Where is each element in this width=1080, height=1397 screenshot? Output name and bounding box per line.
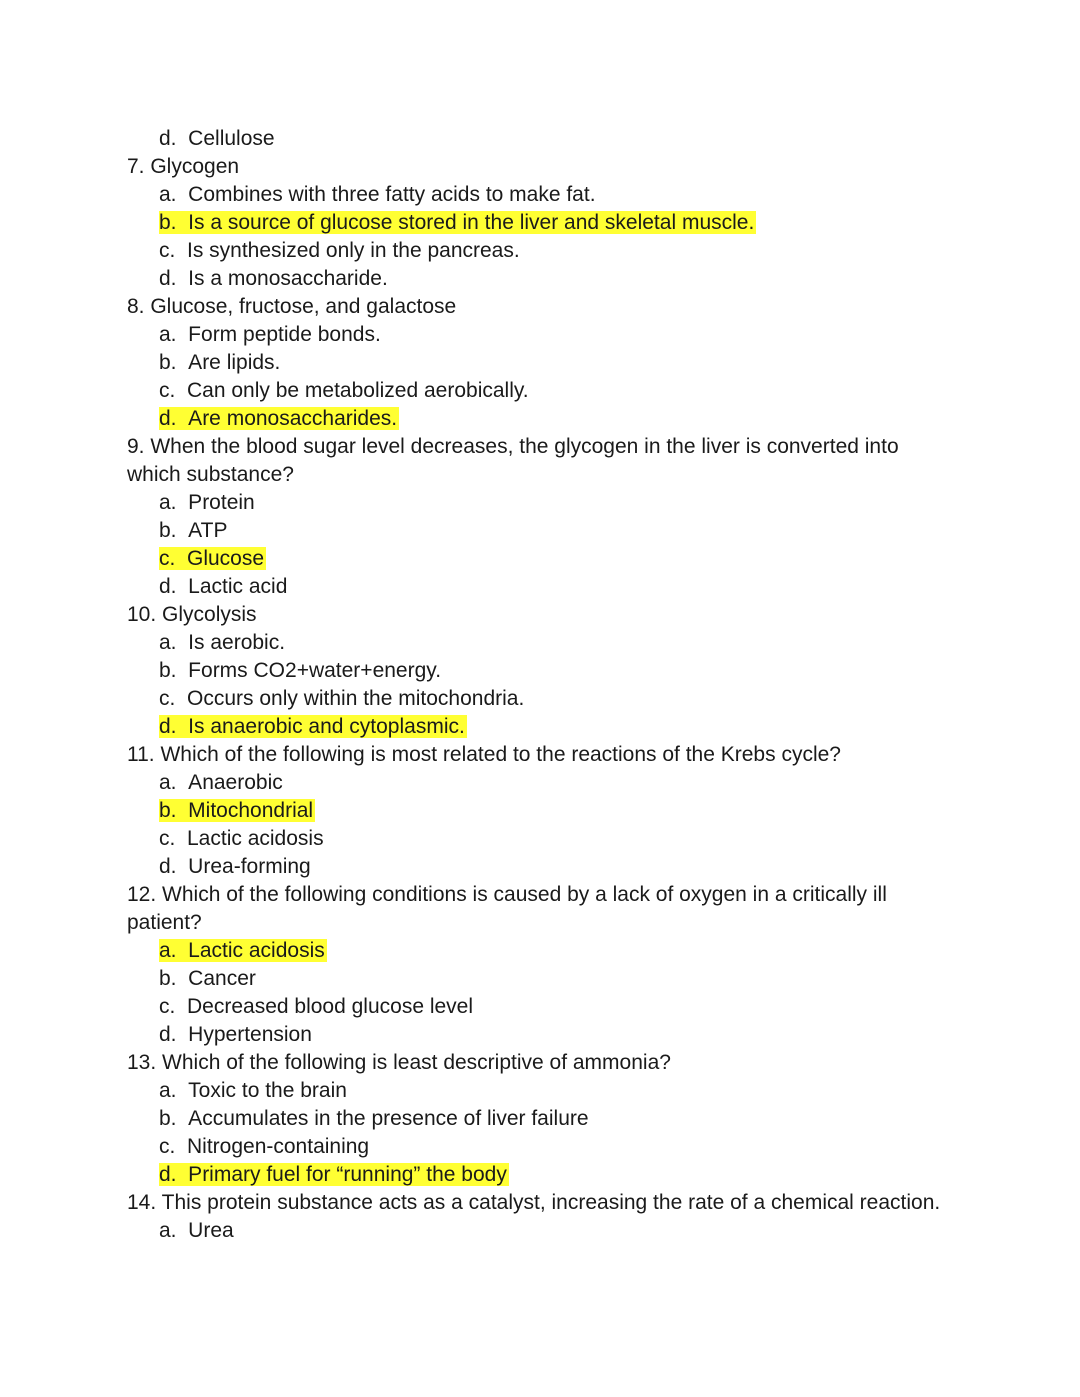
question-text — [127, 601, 257, 629]
answer-option — [159, 1077, 347, 1105]
question-text — [127, 1189, 940, 1217]
question-continuation — [127, 461, 294, 489]
line-text: c. Nitrogen-containing — [159, 1135, 370, 1158]
answer-option — [159, 237, 520, 265]
question-text — [127, 153, 239, 181]
line-text: a. Is aerobic. — [159, 631, 286, 654]
answer-option — [159, 1161, 509, 1189]
line-text: a. Combines with three fatty acids to make fat. — [159, 183, 596, 206]
line-text: a. Urea — [159, 1219, 234, 1242]
answer-option — [159, 685, 524, 713]
answer-option — [159, 825, 324, 853]
line-text: b. Are lipids. — [159, 351, 281, 374]
line-text: c. Is synthesized only in the pancreas. — [159, 239, 520, 262]
line-text: a. Protein — [159, 491, 255, 514]
line-text: 11. Which of the following is most related to the reactions of the Krebs cycle? — [127, 743, 841, 766]
line-text: 14. This protein substance acts as a catalyst, increasing the rate of a chemical reaction. — [127, 1191, 941, 1214]
line-text: c. Occurs only within the mitochondria. — [159, 687, 525, 710]
highlighted-text: c. Glucose — [159, 547, 265, 570]
line-text: 7. Glycogen — [127, 155, 240, 178]
question-text — [127, 881, 887, 909]
answer-option — [159, 993, 473, 1021]
line-text: a. Anaerobic — [159, 771, 283, 794]
answer-option — [159, 489, 255, 517]
answer-option — [159, 1217, 234, 1245]
line-text: a. Toxic to the brain — [159, 1079, 347, 1102]
line-text: c. Decreased blood glucose level — [159, 995, 474, 1018]
answer-option — [159, 181, 596, 209]
question-text — [127, 741, 841, 769]
highlighted-text: a. Lactic acidosis — [159, 939, 325, 962]
line-text: 13. Which of the following is least descriptive of ammonia? — [127, 1051, 671, 1074]
answer-option — [159, 265, 388, 293]
line-text: 8. Glucose, fructose, and galactose — [127, 295, 457, 318]
question-text — [127, 293, 456, 321]
line-text: b. Accumulates in the presence of liver failure — [159, 1107, 589, 1130]
question-text — [127, 433, 899, 461]
line-text: b. Cancer — [159, 967, 256, 990]
question-continuation — [127, 909, 202, 937]
line-text: c. Lactic acidosis — [159, 827, 324, 850]
highlighted-text: d. Primary fuel for “running” the body — [159, 1163, 507, 1186]
answer-option — [159, 545, 266, 573]
question-text — [127, 1049, 671, 1077]
line-text: d. Lactic acid — [159, 575, 288, 598]
line-text: 12. Which of the following conditions is caused by a lack of oxygen in a critically ill — [127, 883, 887, 906]
highlighted-text: d. Are monosaccharides. — [159, 407, 398, 430]
answer-option — [159, 713, 467, 741]
line-text: d. Urea-forming — [159, 855, 311, 878]
answer-option — [159, 377, 529, 405]
answer-option — [159, 321, 381, 349]
answer-option — [159, 629, 285, 657]
highlighted-text: d. Is anaerobic and cytoplasmic. — [159, 715, 465, 738]
line-text: d. Is a monosaccharide. — [159, 267, 388, 290]
answer-option — [159, 209, 756, 237]
line-text: b. Forms CO2+water+energy. — [159, 659, 442, 682]
highlighted-text: b. Is a source of glucose stored in the liver and skeletal muscle. — [159, 211, 755, 234]
answer-option — [159, 1105, 589, 1133]
answer-option — [159, 797, 315, 825]
answer-option — [159, 657, 441, 685]
line-text: 10. Glycolysis — [127, 603, 257, 626]
answer-option — [159, 517, 227, 545]
answer-option — [159, 937, 327, 965]
answer-option — [159, 405, 399, 433]
line-text: b. ATP — [159, 519, 228, 542]
answer-option — [159, 853, 311, 881]
line-text: 9. When the blood sugar level decreases, the glycogen in the liver is converted into — [127, 435, 899, 458]
line-text: which substance? — [127, 463, 294, 486]
answer-option — [159, 573, 287, 601]
answer-option — [159, 1133, 369, 1161]
answer-option — [159, 769, 283, 797]
highlighted-text: b. Mitochondrial — [159, 799, 314, 822]
answer-option — [159, 349, 280, 377]
line-text: d. Cellulose — [159, 127, 275, 150]
line-text: d. Hypertension — [159, 1023, 312, 1046]
answer-option — [159, 1021, 312, 1049]
answer-option — [159, 125, 275, 153]
line-text: patient? — [127, 911, 202, 934]
line-text: a. Form peptide bonds. — [159, 323, 381, 346]
answer-option — [159, 965, 256, 993]
line-text: c. Can only be metabolized aerobically. — [159, 379, 529, 402]
